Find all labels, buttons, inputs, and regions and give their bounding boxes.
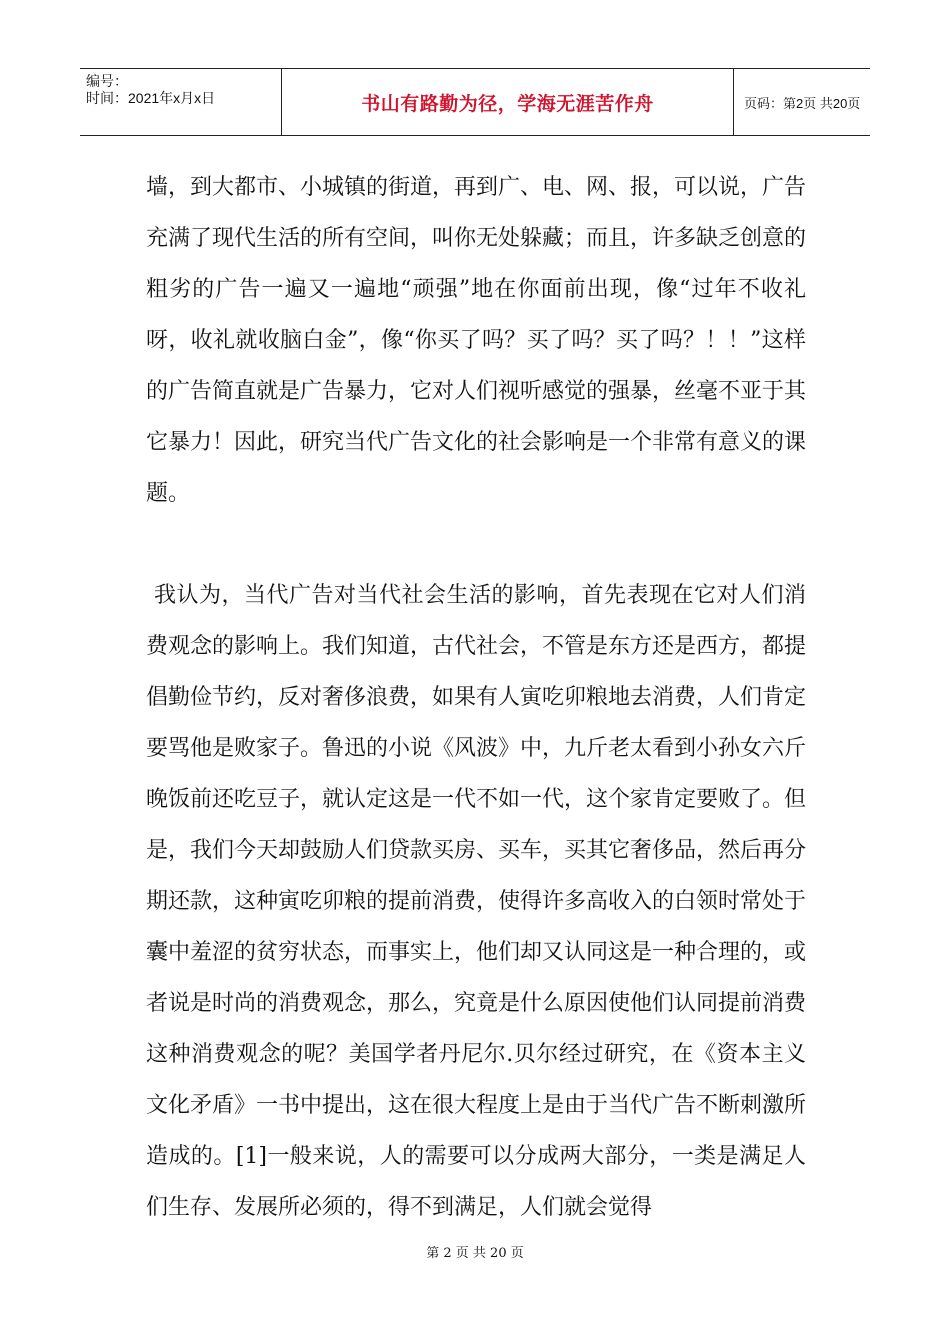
document-body bbox=[146, 162, 806, 1233]
document-header bbox=[80, 68, 870, 136]
paragraph-consumption-influence: 我认为，当代广告对当代社会生活的影响，首先表现在它对人们消费观念的影响上。我们知道，古代社会，不管是东方还是西方，都提倡勤俭节约，反对奢侈浪费，如果有人寅吃卯粮地去消费，人们肯定要骂他是败家子。鲁迅的小说《风波》中，九斤老太看到小孙女六斤晚饭前还吃豆子，就认定这是一代不如一代，这个家肯定要败了。但是，我们今天却鼓励人们贷款买房、买车，买其它奢侈品，然后再分期还款，这种寅吃卯粮的提前消费，使得许多高收入的白领时常处于囊中羞涩的贫穷状态，而事实上，他们却又认同这是一种合理的，或者说是时尚的消费观念，那么，究竟是什么原因使他们认同提前消费这种消费观念的呢？美国学者丹尼尔.贝尔经过研究，在《资本主义文化矛盾》一书中提出，这在很大程度上是由于当代广告不断刺激所造成的。[1]一般来说，人的需要可以分成两大部分，一类是满足人们生存、发展所必须的，得不到满足，人们就会觉得 bbox=[146, 583, 807, 1220]
document-number-label: 编号： bbox=[86, 73, 128, 89]
header-page-info-cell bbox=[734, 69, 870, 135]
document-date: 时间：2021年x月x日 bbox=[86, 90, 216, 106]
paragraph-continuation: 墙，到大都市、小城镇的街道，再到广、电、网、报，可以说，广告充满了现代生活的所有空间，叫你无处躲藏；而且，许多缺乏创意的粗劣的广告一遍又一遍地“顽强”地在你面前出现，像“过年不收礼呀，收礼就收脑白金”，像“你买了吗？买了吗？买了吗？！！”这样的广告简直就是广告暴力，它对人们视听感觉的强暴，丝毫不亚于其它暴力！因此，研究当代广告文化的社会影响是一个非常有意义的课题。 bbox=[146, 175, 807, 506]
header-meta bbox=[80, 69, 282, 135]
page-footer: 第 2 页 共 20 页 bbox=[426, 1246, 524, 1261]
header-motto: 书山有路勤为径，学海无涯苦作舟 bbox=[361, 92, 654, 115]
header-motto-cell bbox=[282, 69, 734, 135]
header-page-info: 页码：第2页 共20页 bbox=[744, 95, 861, 111]
